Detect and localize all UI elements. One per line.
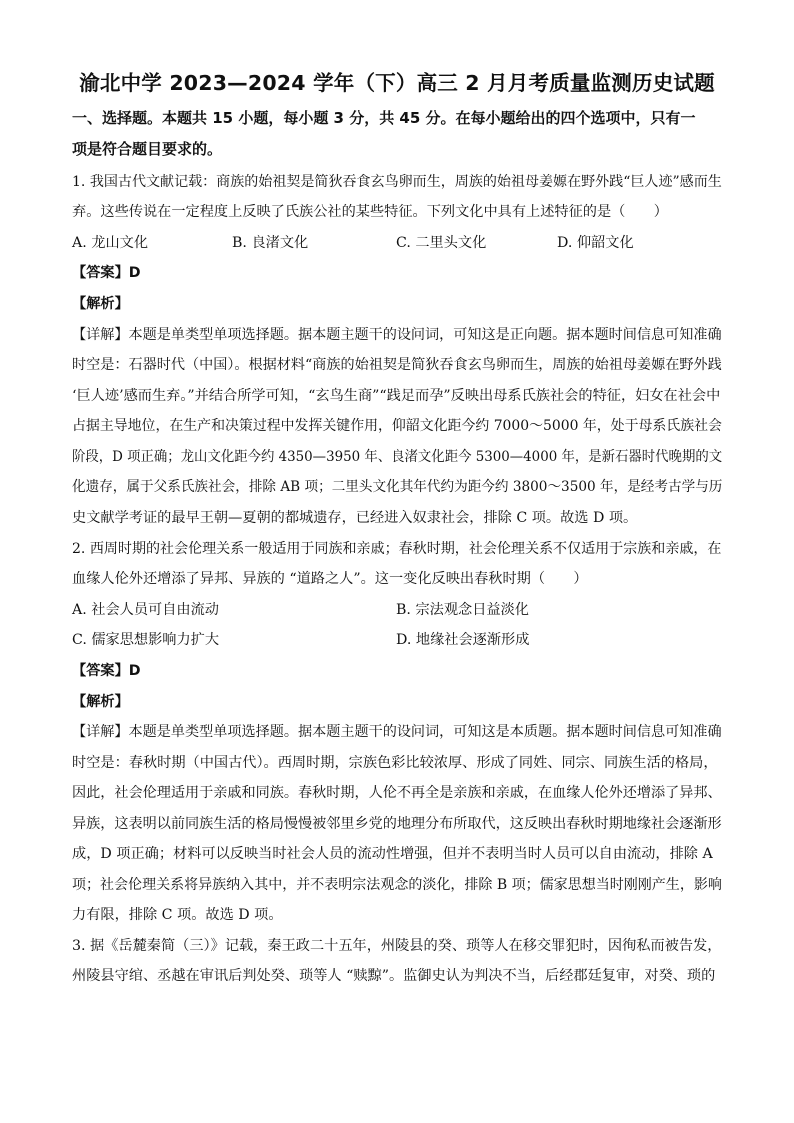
q2-option-d: D. 地缘社会逐渐形成 — [396, 632, 530, 648]
q1-detail-line: 【详解】本题是单类型单项选择题。据本题主题干的设问词，可知这是正向题。据本题时间信息可知准确 — [72, 327, 722, 343]
q3-stem-line-1: 3. 据《岳麓秦简（三）》记载，秦王政二十五年，州陵县的癸、琐等人在移交罪犯时，因徇私而被告发， — [72, 938, 722, 954]
q2-detail-line: 异族，这表明以前同族生活的格局慢慢被邻里乡党的地理分布所取代，这反映出春秋时期地缘社会逐渐形 — [72, 816, 722, 832]
q1-answer: 【答案】D — [72, 265, 141, 281]
q1-analysis-heading: 【解析】 — [72, 296, 129, 312]
page-title: 渝北中学 2023—2024 学年（下）高三 2 月月考质量监测历史试题 — [79, 71, 715, 95]
q2-stem-line-2: 血缘人伦外还增添了异邦、异族的 “道路之人”。这一变化反映出春秋时期（ ） — [72, 571, 588, 587]
q2-option-c: C. 儒家思想影响力扩大 — [72, 632, 220, 648]
q1-option-b: B. 良渚文化 — [232, 235, 309, 251]
q2-detail-line: 力有限，排除 C 项。故选 D 项。 — [72, 907, 283, 923]
q2-detail-line: 项；社会伦理关系将异族纳入其中，并不表明宗法观念的淡化，排除 B 项；儒家思想当时刚刚产生，影响 — [72, 877, 722, 893]
q1-detail-line: ‘巨人迹’感而生弃。”并结合所学可知，“玄鸟生商”“践足而孕”反映出母系氏族社会的特征，妇女在社会中 — [72, 388, 721, 404]
q2-option-b: B. 宗法观念日益淡化 — [396, 602, 529, 618]
q1-detail-line: 时空是：石器时代（中国）。根据材料“商族的始祖契是简狄吞食玄鸟卵而生，周族的始祖母姜嫄在野外践 — [72, 357, 722, 373]
q1-option-d: D. 仰韶文化 — [557, 235, 634, 251]
q1-detail-line: 化遗存，属于父系氏族社会，排除 AB 项；二里头文化其年代约为距今约 3800～3500 年，是经考古学与历 — [72, 479, 723, 495]
q1-option-c: C. 二里头文化 — [396, 235, 487, 251]
q1-detail-line: 史文献学考证的最早王朝—夏朝的都城遗存，已经进入奴隶社会，排除 C 项。故选 D 项。 — [72, 510, 638, 526]
q2-stem-line-1: 2. 西周时期的社会伦理关系一般适用于同族和亲戚；春秋时期，社会伦理关系不仅适用于宗族和亲戚，在 — [72, 541, 722, 557]
q1-detail-line: 占据主导地位，在生产和决策过程中发挥关键作用，仰韶文化距今约 7000～5000 年，处于母系氏族社会 — [72, 418, 722, 434]
section-heading-line-2: 项是符合题目要求的。 — [72, 140, 223, 158]
q1-stem-line-2: 弃。这些传说在一定程度上反映了氏族公社的某些特征。下列文化中具有上述特征的是（ ） — [72, 204, 668, 220]
q2-detail-line: 因此，社会伦理适用于亲戚和同族。春秋时期，人伦不再全是亲族和亲戚，在血缘人伦外还增添了异邦、 — [72, 785, 722, 801]
q2-option-a: A. 社会人员可自由流动 — [72, 602, 219, 618]
q1-detail-line: 阶段，D 项正确；龙山文化距今约 4350—3950 年、良渚文化距今 5300—4000 年，是新石器时代晚期的文 — [72, 449, 723, 465]
q2-analysis-heading: 【解析】 — [72, 694, 129, 710]
q3-stem-line-2: 州陵县守绾、丞越在审讯后判处癸、琐等人 “赎黥”。监御史认为判决不当，后经郡廷复审，对癸、琐的 — [72, 968, 716, 984]
section-heading-line-1: 一、选择题。本题共 15 小题，每小题 3 分，共 45 分。在每小题给出的四个选项中，只有一 — [72, 109, 696, 127]
q2-detail-line: 成，D 项正确；材料可以反映当时社会人员的流动性增强，但并不表明当时人员可以自由流动，排除 A — [72, 846, 713, 862]
q2-detail-line: 【详解】本题是单类型单项选择题。据本题主题干的设问词，可知这是本质题。据本题时间信息可知准确 — [72, 724, 722, 740]
q2-answer: 【答案】D — [72, 663, 141, 679]
q2-detail-line: 时空是：春秋时期（中国古代）。西周时期，宗族色彩比较浓厚、形成了同姓、同宗、同族生活的格局， — [72, 755, 718, 771]
q1-stem-line-1: 1. 我国古代文献记载：商族的始祖契是简狄吞食玄鸟卵而生，周族的始祖母姜嫄在野外践“巨人迹”感而生 — [72, 174, 722, 190]
q1-option-a: A. 龙山文化 — [72, 235, 149, 251]
